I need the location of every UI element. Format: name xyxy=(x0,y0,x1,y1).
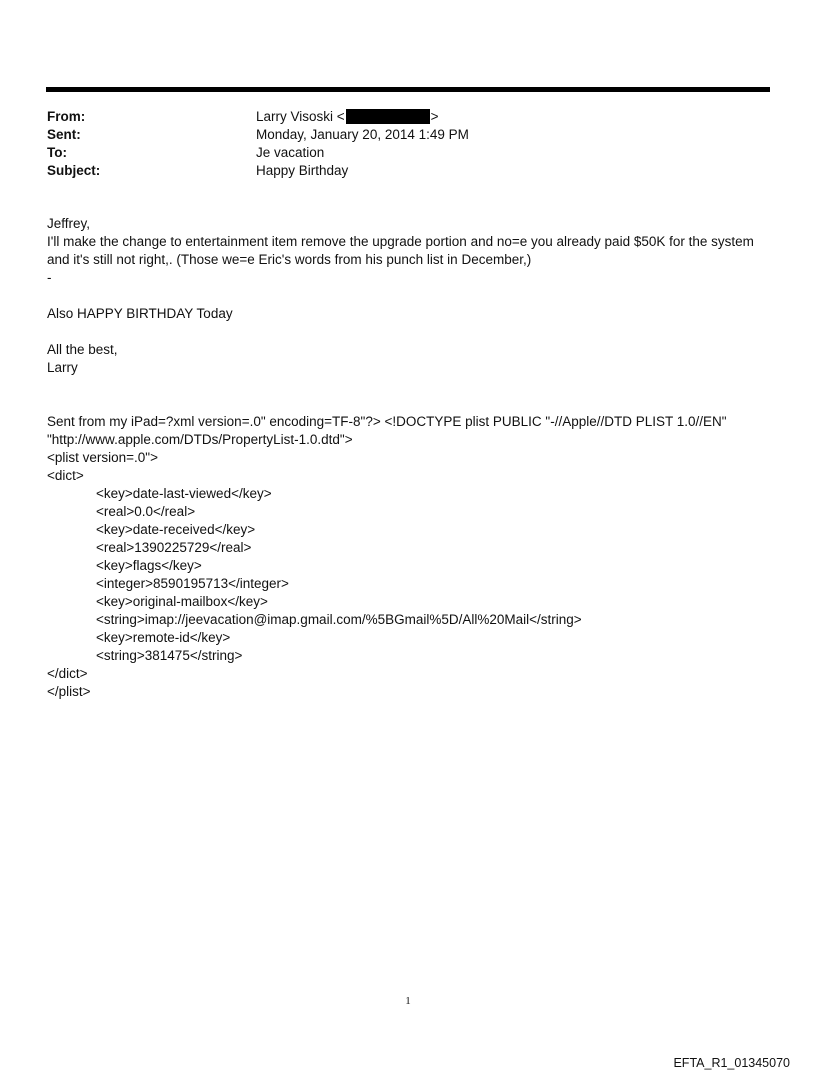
plist-close: </plist> xyxy=(47,684,91,699)
header-rule xyxy=(46,87,770,92)
plist-line: <string>imap://jeevacation@imap.gmail.com/%5BGmail%5D/All%20Mail</string> xyxy=(96,612,582,627)
closing-line: All the best, xyxy=(47,342,118,357)
plist-line: <real>1390225729</real> xyxy=(96,540,252,555)
subject-value: Happy Birthday xyxy=(256,163,349,178)
to-label: To: xyxy=(47,145,67,160)
page-number: 1 xyxy=(405,995,411,1007)
email-body xyxy=(47,215,777,701)
plist-line: <key>original-mailbox</key> xyxy=(96,594,268,609)
from-name: Larry Visoski < xyxy=(256,109,345,124)
birthday-line: Also HAPPY BIRTHDAY Today xyxy=(47,306,233,321)
plist-line: <string>381475</string> xyxy=(96,648,243,663)
plist-open: <plist version=.0"> xyxy=(47,450,158,465)
plist-line: <real>0.0</real> xyxy=(96,504,196,519)
dict-close: </dict> xyxy=(47,666,88,681)
from-label: From: xyxy=(47,109,86,124)
plist-line: <key>flags</key> xyxy=(96,558,202,573)
plist-line: <key>date-received</key> xyxy=(96,522,256,537)
dash-line: - xyxy=(47,270,52,285)
sent-from-line1: Sent from my iPad=?xml version=.0" encoding=TF-8"?> <!DOCTYPE plist PUBLIC "-//Apple//DTD PLIST 1.0//EN" xyxy=(47,414,727,429)
signature: Larry xyxy=(47,360,78,375)
to-value: Je vacation xyxy=(256,145,325,160)
para1-line1: I'll make the change to entertainment item remove the upgrade portion and no=e you already paid $50K for the system xyxy=(47,234,754,249)
subject-label: Subject: xyxy=(47,163,101,178)
dict-open: <dict> xyxy=(47,468,84,483)
redaction-box xyxy=(346,109,430,124)
plist-line: <key>remote-id</key> xyxy=(96,630,231,645)
document-id: EFTA_R1_01345070 xyxy=(673,1056,790,1070)
greeting: Jeffrey, xyxy=(47,216,91,231)
from-close: > xyxy=(430,109,439,124)
para1-line2: and it's still not right,. (Those we=e Eric's words from his punch list in December,) xyxy=(47,252,532,267)
sent-label: Sent: xyxy=(47,127,81,142)
plist-line: <integer>8590195713</integer> xyxy=(96,576,289,591)
sent-from-line2: "http://www.apple.com/DTDs/PropertyList-1.0.dtd"> xyxy=(47,432,353,447)
sent-value: Monday, January 20, 2014 1:49 PM xyxy=(256,127,469,142)
from-value xyxy=(256,108,439,126)
plist-line: <key>date-last-viewed</key> xyxy=(96,486,272,501)
